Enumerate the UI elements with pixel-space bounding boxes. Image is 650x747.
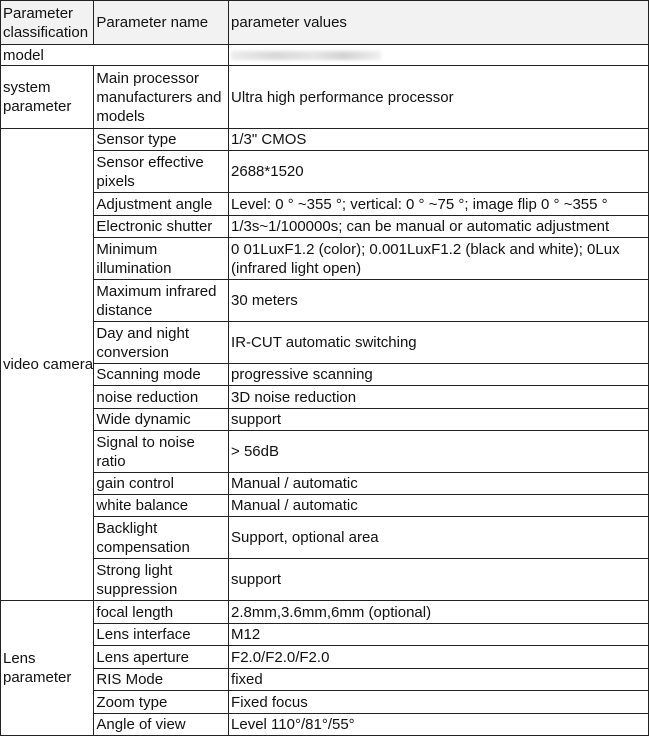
param-name: Signal to noise ratio bbox=[94, 431, 229, 473]
param-name: Sensor effective pixels bbox=[94, 151, 229, 193]
table-row bbox=[1, 364, 649, 386]
model-row bbox=[1, 45, 649, 66]
param-name: noise reduction bbox=[94, 386, 229, 409]
param-value: 0 01LuxF1.2 (color); 0.001LuxF1.2 (black and white); 0Lux (infrared light open) bbox=[229, 238, 649, 280]
param-name: Lens interface bbox=[94, 624, 229, 646]
model-label: model bbox=[1, 45, 229, 66]
table-row bbox=[1, 473, 649, 495]
param-name: gain control bbox=[94, 473, 229, 495]
param-value: IR-CUT automatic switching bbox=[229, 322, 649, 364]
table-row bbox=[1, 431, 649, 473]
table-row bbox=[1, 280, 649, 322]
param-value: Level 110°/81°/55° bbox=[229, 714, 649, 736]
table-row bbox=[1, 238, 649, 280]
table-row bbox=[1, 386, 649, 409]
param-value: > 56dB bbox=[229, 431, 649, 473]
param-name: Scanning mode bbox=[94, 364, 229, 386]
section-video-camera: video camera bbox=[1, 129, 94, 601]
section-system-parameter: system parameter bbox=[1, 66, 94, 129]
param-name: Maximum infrared distance bbox=[94, 280, 229, 322]
param-name: Minimum illumination bbox=[94, 238, 229, 280]
param-name: Sensor type bbox=[94, 129, 229, 151]
param-name: Angle of view bbox=[94, 714, 229, 736]
table-row bbox=[1, 559, 649, 601]
param-value: Fixed focus bbox=[229, 691, 649, 714]
param-name: white balance bbox=[94, 495, 229, 517]
table-row bbox=[1, 624, 649, 646]
param-name: Backlight compensation bbox=[94, 517, 229, 559]
table-row bbox=[1, 691, 649, 714]
table-row bbox=[1, 193, 649, 216]
param-value: F2.0/F2.0/F2.0 bbox=[229, 646, 649, 669]
table-row bbox=[1, 646, 649, 669]
table-row bbox=[1, 669, 649, 691]
param-value: Manual / automatic bbox=[229, 495, 649, 517]
param-value: 3D noise reduction bbox=[229, 386, 649, 409]
param-value: support bbox=[229, 559, 649, 601]
param-name: Strong light suppression bbox=[94, 559, 229, 601]
param-value: M12 bbox=[229, 624, 649, 646]
param-name: Lens aperture bbox=[94, 646, 229, 669]
param-name: Electronic shutter bbox=[94, 216, 229, 238]
param-name: RIS Mode bbox=[94, 669, 229, 691]
header-parameter-values: parameter values bbox=[229, 1, 649, 45]
table-row bbox=[1, 216, 649, 238]
table-row bbox=[1, 66, 649, 129]
table-row bbox=[1, 322, 649, 364]
table-row bbox=[1, 517, 649, 559]
param-value: 2.8mm,3.6mm,6mm (optional) bbox=[229, 601, 649, 624]
redacted-model-value bbox=[231, 51, 381, 60]
param-value: 30 meters bbox=[229, 280, 649, 322]
model-value bbox=[229, 45, 649, 66]
section-lens-parameter: Lens parameter bbox=[1, 601, 94, 736]
param-value: 1/3s~1/100000s; can be manual or automatic adjustment bbox=[229, 216, 649, 238]
table-row bbox=[1, 409, 649, 431]
param-value: progressive scanning bbox=[229, 364, 649, 386]
param-name: Main processor manufacturers and models bbox=[94, 66, 229, 129]
param-value: 1/3" CMOS bbox=[229, 129, 649, 151]
table-row bbox=[1, 714, 649, 736]
param-name: Adjustment angle bbox=[94, 193, 229, 216]
param-name: focal length bbox=[94, 601, 229, 624]
table-row bbox=[1, 495, 649, 517]
param-name: Day and night conversion bbox=[94, 322, 229, 364]
header-parameter-name: Parameter name bbox=[94, 1, 229, 45]
table-row bbox=[1, 601, 649, 624]
param-value: fixed bbox=[229, 669, 649, 691]
param-name: Wide dynamic bbox=[94, 409, 229, 431]
header-row bbox=[1, 1, 649, 45]
param-value: Support, optional area bbox=[229, 517, 649, 559]
table-row bbox=[1, 151, 649, 193]
table-row bbox=[1, 129, 649, 151]
param-value: 2688*1520 bbox=[229, 151, 649, 193]
param-value: Level: 0 ° ~355 °; vertical: 0 ° ~75 °; image flip 0 ° ~355 ° bbox=[229, 193, 649, 216]
param-value: Manual / automatic bbox=[229, 473, 649, 495]
header-classification: Parameter classification bbox=[1, 1, 94, 45]
param-value: support bbox=[229, 409, 649, 431]
param-name: Zoom type bbox=[94, 691, 229, 714]
param-value: Ultra high performance processor bbox=[229, 66, 649, 129]
